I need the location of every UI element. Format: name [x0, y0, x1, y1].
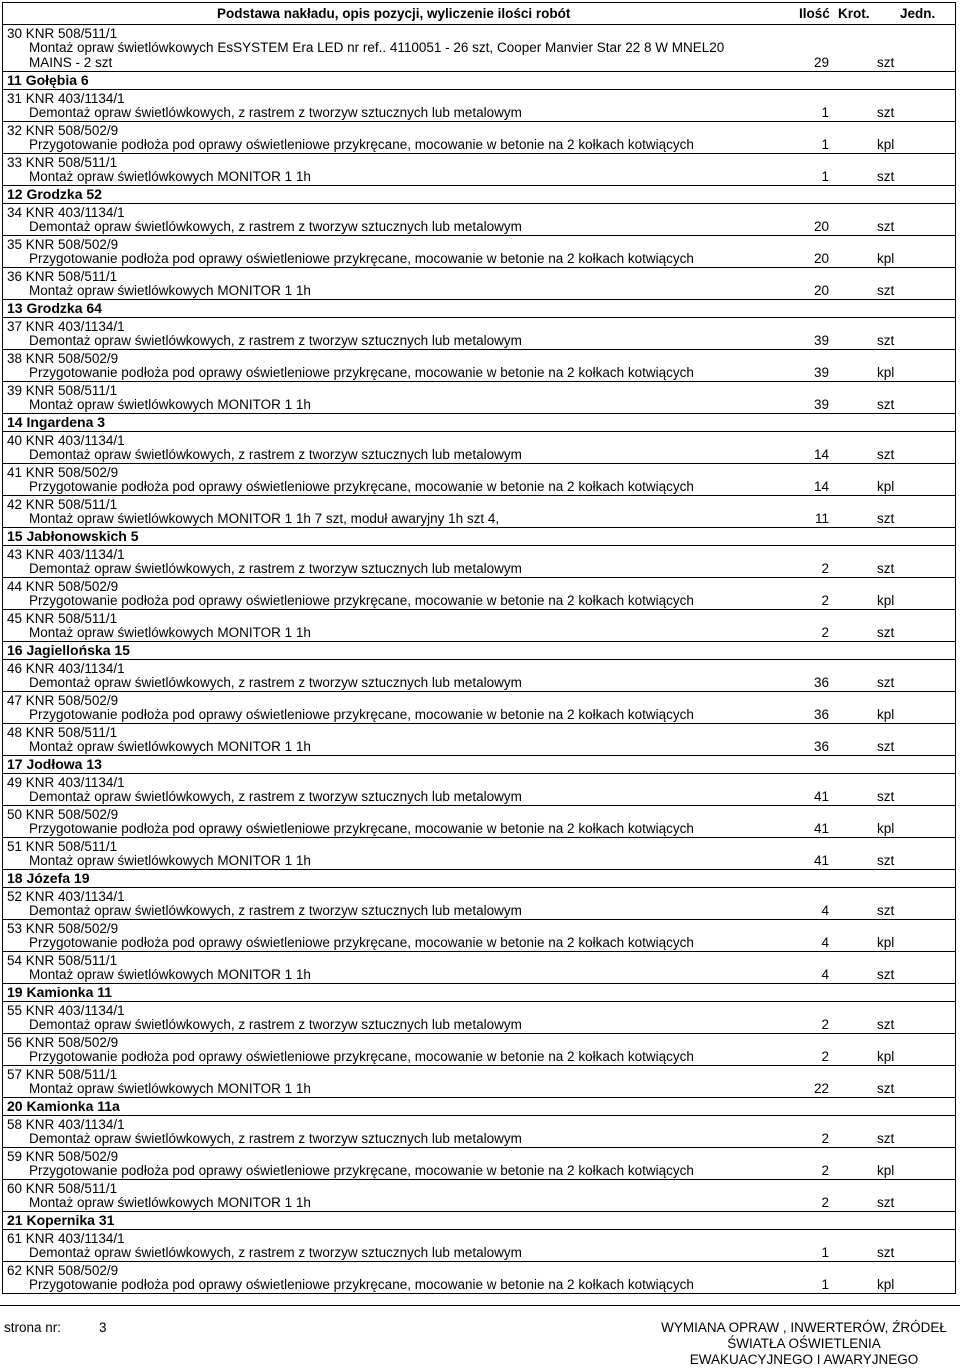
- table-row: [3, 382, 955, 414]
- table-row: [3, 888, 955, 920]
- row-unit: kpl: [877, 935, 895, 950]
- row-unit: szt: [877, 1131, 895, 1146]
- header-quantity: Ilość: [799, 6, 830, 21]
- row-unit: szt: [877, 1017, 895, 1032]
- row-quantity: 41: [813, 853, 829, 868]
- row-number: 62: [7, 1263, 23, 1278]
- row-code-line: [7, 611, 117, 626]
- table-row: [3, 25, 955, 72]
- section-row: [3, 984, 955, 1002]
- row-code: KNR 508/502/9: [25, 579, 119, 594]
- row-description: Przygotowanie podłoża pod oprawy oświetleniowe przykręcane, mocowanie w betonie na 2 kołkach kotwiących: [29, 707, 694, 722]
- row-code-line: [7, 237, 118, 252]
- row-unit: szt: [877, 55, 895, 70]
- row-unit: szt: [877, 1081, 895, 1096]
- row-description: Demontaż opraw świetlówkowych, z rastrem z tworzyw sztucznych lub metalowym: [29, 447, 522, 462]
- row-unit: szt: [877, 789, 895, 804]
- section-label: 12 Grodzka 52: [7, 186, 102, 202]
- row-code: KNR 508/511/1: [25, 725, 118, 740]
- row-number: 56: [7, 1035, 23, 1050]
- row-unit: kpl: [877, 251, 895, 266]
- row-quantity: 1: [821, 105, 829, 120]
- row-code: KNR 403/1134/1: [25, 1231, 125, 1246]
- page-label: strona nr:: [4, 1320, 62, 1335]
- row-code-line: [7, 497, 117, 512]
- table-row: [3, 838, 955, 870]
- row-unit: kpl: [877, 707, 895, 722]
- row-quantity: 36: [813, 739, 829, 754]
- row-code-line: [7, 91, 125, 106]
- row-quantity: 14: [813, 479, 829, 494]
- row-code-line: [7, 889, 125, 904]
- row-code: KNR 508/511/1: [25, 383, 118, 398]
- row-code-line: [7, 1035, 118, 1050]
- row-code-line: [7, 807, 118, 822]
- row-description: Demontaż opraw świetlówkowych, z rastrem z tworzyw sztucznych lub metalowym: [29, 1017, 522, 1032]
- row-number: 45: [7, 611, 23, 626]
- section-row: [3, 528, 955, 546]
- row-code-line: [7, 725, 117, 740]
- row-number: 54: [7, 953, 23, 968]
- row-code-line: [7, 839, 117, 854]
- table-row: [3, 774, 955, 806]
- row-code: KNR 403/1134/1: [25, 775, 125, 790]
- row-description: Montaż opraw świetlówkowych MONITOR 1 1h: [29, 169, 311, 184]
- section-row: [3, 414, 955, 432]
- row-code-line: [7, 1067, 117, 1082]
- table-row: [3, 1148, 955, 1180]
- table-row: [3, 1002, 955, 1034]
- row-code: KNR 403/1134/1: [25, 433, 125, 448]
- row-unit: kpl: [877, 479, 895, 494]
- section-label: 17 Jodłowa 13: [7, 756, 102, 772]
- row-description: Demontaż opraw świetlówkowych, z rastrem z tworzyw sztucznych lub metalowym: [29, 903, 522, 918]
- row-number: 58: [7, 1117, 23, 1132]
- section-label: 18 Józefa 19: [7, 870, 90, 886]
- row-description: Montaż opraw świetlówkowych MONITOR 1 1h: [29, 397, 311, 412]
- row-number: 42: [7, 497, 23, 512]
- row-description: Demontaż opraw świetlówkowych, z rastrem z tworzyw sztucznych lub metalowym: [29, 675, 522, 690]
- row-description: Montaż opraw świetlówkowych MONITOR 1 1h: [29, 283, 311, 298]
- row-code: KNR 403/1134/1: [25, 889, 125, 904]
- table-row: [3, 724, 955, 756]
- row-unit: kpl: [877, 365, 895, 380]
- row-quantity: 41: [813, 821, 829, 836]
- row-unit: szt: [877, 511, 895, 526]
- row-code-line: [7, 661, 125, 676]
- row-unit: kpl: [877, 1277, 895, 1292]
- row-description: Demontaż opraw świetlówkowych, z rastrem z tworzyw sztucznych lub metalowym: [29, 1245, 522, 1260]
- row-unit: szt: [877, 675, 895, 690]
- row-code-line: [7, 953, 117, 968]
- row-unit: szt: [877, 397, 895, 412]
- row-code: KNR 508/502/9: [25, 237, 119, 252]
- row-quantity: 1: [821, 1277, 829, 1292]
- row-unit: szt: [877, 105, 895, 120]
- row-unit: kpl: [877, 1049, 895, 1064]
- row-number: 38: [7, 351, 23, 366]
- row-code-line: [7, 351, 118, 366]
- section-label: 20 Kamionka 11a: [7, 1098, 120, 1114]
- table-row: [3, 952, 955, 984]
- row-quantity: 20: [813, 219, 829, 234]
- row-number: 44: [7, 579, 23, 594]
- row-description: Montaż opraw świetlówkowych MONITOR 1 1h: [29, 853, 311, 868]
- row-unit: szt: [877, 967, 895, 982]
- row-code: KNR 508/502/9: [25, 1149, 119, 1164]
- row-code: KNR 508/502/9: [25, 1263, 119, 1278]
- row-quantity: 2: [821, 593, 829, 608]
- row-description: Przygotowanie podłoża pod oprawy oświetleniowe przykręcane, mocowanie w betonie na 2 kołkach kotwiących: [29, 1049, 694, 1064]
- row-code-line: [7, 383, 117, 398]
- row-unit: szt: [877, 283, 895, 298]
- row-code: KNR 508/511/1: [25, 1067, 118, 1082]
- row-number: 60: [7, 1181, 23, 1196]
- row-description: Montaż opraw świetlówkowych MONITOR 1 1h: [29, 967, 311, 982]
- row-code: KNR 403/1134/1: [25, 205, 125, 220]
- table-row: [3, 1066, 955, 1098]
- page-number: 3: [99, 1320, 107, 1335]
- title-line: WYMIANA OPRAW , INWERTERÓW, ŹRÓDEŁ: [661, 1320, 947, 1335]
- row-number: 49: [7, 775, 23, 790]
- row-quantity: 2: [821, 1049, 829, 1064]
- table-row: [3, 1262, 955, 1293]
- row-code-line: [7, 579, 118, 594]
- row-code-line: [7, 433, 125, 448]
- row-quantity: 11: [814, 511, 829, 526]
- row-description: Montaż opraw świetlówkowych MONITOR 1 1h: [29, 1195, 311, 1210]
- row-code: KNR 508/502/9: [25, 807, 119, 822]
- row-number: 34: [7, 205, 23, 220]
- row-quantity: 4: [821, 935, 829, 950]
- row-unit: szt: [877, 853, 895, 868]
- row-quantity: 36: [813, 707, 829, 722]
- row-number: 57: [7, 1067, 23, 1082]
- row-description: Montaż opraw świetlówkowych MONITOR 1 1h: [29, 625, 311, 640]
- section-label: 15 Jabłonowskich 5: [7, 528, 139, 544]
- table-row: [3, 496, 955, 528]
- row-quantity: 20: [813, 251, 829, 266]
- row-description: Demontaż opraw świetlówkowych, z rastrem z tworzyw sztucznych lub metalowym: [29, 561, 522, 576]
- row-unit: szt: [877, 739, 895, 754]
- title-line: ŚWIATŁA OŚWIETLENIA: [727, 1336, 881, 1351]
- row-description: Montaż opraw świetlówkowych MONITOR 1 1h: [29, 1081, 311, 1096]
- row-unit: szt: [877, 1245, 895, 1260]
- row-number: 40: [7, 433, 23, 448]
- row-code-line: [7, 1149, 118, 1164]
- row-unit: szt: [877, 169, 895, 184]
- row-unit: kpl: [877, 1163, 895, 1178]
- table-row: [3, 610, 955, 642]
- row-description: Przygotowanie podłoża pod oprawy oświetleniowe przykręcane, mocowanie w betonie na 2 kołkach kotwiących: [29, 935, 694, 950]
- row-quantity: 2: [821, 1017, 829, 1032]
- section-row: [3, 642, 955, 660]
- row-quantity: 2: [821, 1163, 829, 1178]
- row-description: Montaż opraw świetlówkowych MONITOR 1 1h 7 szt, moduł awaryjny 1h szt 4,: [29, 511, 500, 526]
- row-number: 33: [7, 155, 23, 170]
- row-code: KNR 508/511/1: [25, 1181, 118, 1196]
- row-code: KNR 508/511/1: [25, 953, 118, 968]
- row-number: 30: [7, 26, 23, 41]
- section-row: [3, 72, 955, 90]
- row-number: 52: [7, 889, 23, 904]
- row-code: KNR 403/1134/1: [25, 661, 125, 676]
- page-footer: [0, 1305, 960, 1366]
- row-description: Przygotowanie podłoża pod oprawy oświetleniowe przykręcane, mocowanie w betonie na 2 kołkach kotwiących: [29, 821, 694, 836]
- row-unit: szt: [877, 1195, 895, 1210]
- row-number: 47: [7, 693, 23, 708]
- row-description: Montaż opraw świetlówkowych EsSYSTEM Era LED nr ref.. 4110051 - 26 szt, Cooper Manvier Star 22 8 W MNEL20: [29, 40, 725, 55]
- row-code: KNR 508/502/9: [25, 465, 119, 480]
- table-row: [3, 122, 955, 154]
- row-unit: kpl: [877, 137, 895, 152]
- document-title: [654, 1320, 954, 1368]
- row-description: Przygotowanie podłoża pod oprawy oświetleniowe przykręcane, mocowanie w betonie na 2 kołkach kotwiących: [29, 479, 694, 494]
- section-label: 11 Gołębia 6: [7, 72, 89, 88]
- row-code-line: [7, 1117, 125, 1132]
- row-number: 53: [7, 921, 23, 936]
- table-row: [3, 1116, 955, 1148]
- row-number: 59: [7, 1149, 23, 1164]
- row-description: Montaż opraw świetlówkowych MONITOR 1 1h: [29, 739, 311, 754]
- row-code: KNR 508/511/1: [25, 497, 118, 512]
- title-line: EWAKUACYJNEGO I AWARYJNEGO: [689, 1352, 919, 1367]
- row-unit: szt: [877, 561, 895, 576]
- section-label: 14 Ingardena 3: [7, 414, 106, 430]
- items-table: [2, 25, 956, 1294]
- table-row: [3, 578, 955, 610]
- row-quantity: 1: [821, 137, 829, 152]
- row-code: KNR 508/511/1: [25, 26, 118, 41]
- row-number: 46: [7, 661, 23, 676]
- row-code: KNR 403/1134/1: [25, 319, 125, 334]
- row-quantity: 20: [813, 283, 829, 298]
- row-description: Demontaż opraw świetlówkowych, z rastrem z tworzyw sztucznych lub metalowym: [29, 1131, 522, 1146]
- row-code-line: [7, 269, 117, 284]
- row-description: Demontaż opraw świetlówkowych, z rastrem z tworzyw sztucznych lub metalowym: [29, 219, 522, 234]
- section-row: [3, 186, 955, 204]
- row-quantity: 39: [813, 333, 829, 348]
- row-unit: kpl: [877, 821, 895, 836]
- row-code: KNR 508/502/9: [25, 351, 119, 366]
- row-quantity: 1: [821, 1245, 829, 1260]
- table-row: [3, 268, 955, 300]
- row-code-line: [7, 123, 118, 138]
- row-number: 55: [7, 1003, 23, 1018]
- row-description: Przygotowanie podłoża pod oprawy oświetleniowe przykręcane, mocowanie w betonie na 2 kołkach kotwiących: [29, 593, 694, 608]
- row-quantity: 4: [821, 967, 829, 982]
- row-description: Przygotowanie podłoża pod oprawy oświetleniowe przykręcane, mocowanie w betonie na 2 kołkach kotwiących: [29, 1163, 694, 1178]
- row-code: KNR 508/502/9: [25, 921, 119, 936]
- header-description: Podstawa nakładu, opis pozycji, wyliczenie ilości robót: [217, 6, 571, 21]
- section-label: 13 Grodzka 64: [7, 300, 102, 316]
- row-code: KNR 508/511/1: [25, 155, 118, 170]
- row-quantity: 4: [821, 903, 829, 918]
- row-code-line: [7, 921, 118, 936]
- row-code: KNR 508/502/9: [25, 123, 119, 138]
- table-row: [3, 236, 955, 268]
- table-row: [3, 1230, 955, 1262]
- table-row: [3, 318, 955, 350]
- row-number: 51: [7, 839, 23, 854]
- table-row: [3, 660, 955, 692]
- row-code-line: [7, 1003, 125, 1018]
- row-number: 43: [7, 547, 23, 562]
- row-quantity: 22: [813, 1081, 829, 1096]
- row-quantity: 2: [821, 625, 829, 640]
- row-number: 61: [7, 1231, 23, 1246]
- section-row: [3, 1098, 955, 1116]
- row-quantity: 36: [813, 675, 829, 690]
- row-unit: kpl: [877, 593, 895, 608]
- row-code-line: [7, 155, 117, 170]
- row-description: Przygotowanie podłoża pod oprawy oświetleniowe przykręcane, mocowanie w betonie na 2 kołkach kotwiących: [29, 251, 694, 266]
- row-code: KNR 508/511/1: [25, 839, 118, 854]
- row-code: KNR 403/1134/1: [25, 91, 125, 106]
- section-label: 21 Kopernika 31: [7, 1212, 115, 1228]
- row-number: 37: [7, 319, 23, 334]
- row-code: KNR 403/1134/1: [25, 1003, 125, 1018]
- table-header: [2, 2, 956, 25]
- row-description: Demontaż opraw świetlówkowych, z rastrem z tworzyw sztucznych lub metalowym: [29, 789, 522, 804]
- row-number: 39: [7, 383, 23, 398]
- section-row: [3, 300, 955, 318]
- row-code: KNR 508/502/9: [25, 1035, 119, 1050]
- row-description: Przygotowanie podłoża pod oprawy oświetleniowe przykręcane, mocowanie w betonie na 2 kołkach kotwiących: [29, 137, 694, 152]
- row-unit: szt: [877, 333, 895, 348]
- table-row: [3, 1034, 955, 1066]
- section-row: [3, 1212, 955, 1230]
- row-code-line: [7, 26, 117, 41]
- row-number: 41: [7, 465, 23, 480]
- table-row: [3, 806, 955, 838]
- section-label: 19 Kamionka 11: [7, 984, 113, 1000]
- row-number: 50: [7, 807, 23, 822]
- header-krot: Krot.: [838, 6, 870, 21]
- row-quantity: 2: [821, 561, 829, 576]
- table-row: [3, 90, 955, 122]
- table-row: [3, 432, 955, 464]
- row-description: Przygotowanie podłoża pod oprawy oświetleniowe przykręcane, mocowanie w betonie na 2 kołkach kotwiących: [29, 365, 694, 380]
- table-row: [3, 204, 955, 236]
- row-code-line: [7, 1181, 117, 1196]
- row-unit: szt: [877, 219, 895, 234]
- row-description: Przygotowanie podłoża pod oprawy oświetleniowe przykręcane, mocowanie w betonie na 2 kołkach kotwiących: [29, 1277, 694, 1292]
- row-code: KNR 403/1134/1: [25, 547, 125, 562]
- row-description-cont: MAINS - 2 szt: [29, 55, 113, 70]
- row-number: 48: [7, 725, 23, 740]
- row-code-line: [7, 775, 125, 790]
- row-code-line: [7, 465, 118, 480]
- row-code: KNR 508/502/9: [25, 693, 119, 708]
- row-quantity: 2: [821, 1131, 829, 1146]
- row-quantity: 39: [813, 397, 829, 412]
- row-quantity: 29: [813, 55, 829, 70]
- row-code: KNR 508/511/1: [25, 269, 118, 284]
- section-row: [3, 870, 955, 888]
- row-code-line: [7, 1231, 125, 1246]
- table-row: [3, 920, 955, 952]
- row-description: Demontaż opraw świetlówkowych, z rastrem z tworzyw sztucznych lub metalowym: [29, 105, 522, 120]
- row-quantity: 41: [813, 789, 829, 804]
- row-code-line: [7, 1263, 118, 1278]
- row-unit: szt: [877, 447, 895, 462]
- row-code-line: [7, 205, 125, 220]
- row-quantity: 39: [813, 365, 829, 380]
- row-number: 36: [7, 269, 23, 284]
- row-quantity: 1: [821, 169, 829, 184]
- section-row: [3, 756, 955, 774]
- row-unit: szt: [877, 903, 895, 918]
- row-code: KNR 403/1134/1: [25, 1117, 125, 1132]
- row-unit: szt: [877, 625, 895, 640]
- table-row: [3, 1180, 955, 1212]
- row-quantity: 2: [821, 1195, 829, 1210]
- table-row: [3, 350, 955, 382]
- row-quantity: 14: [813, 447, 829, 462]
- table-row: [3, 154, 955, 186]
- row-code: KNR 508/511/1: [25, 611, 118, 626]
- table-row: [3, 546, 955, 578]
- row-code-line: [7, 547, 125, 562]
- header-unit: Jedn.: [900, 6, 936, 21]
- row-number: 31: [7, 91, 23, 106]
- table-row: [3, 464, 955, 496]
- section-label: 16 Jagiellońska 15: [7, 642, 130, 658]
- row-code-line: [7, 319, 125, 334]
- row-code-line: [7, 693, 118, 708]
- row-description: Demontaż opraw świetlówkowych, z rastrem z tworzyw sztucznych lub metalowym: [29, 333, 522, 348]
- row-number: 35: [7, 237, 23, 252]
- table-row: [3, 692, 955, 724]
- row-number: 32: [7, 123, 23, 138]
- estimate-sheet: [2, 2, 956, 1294]
